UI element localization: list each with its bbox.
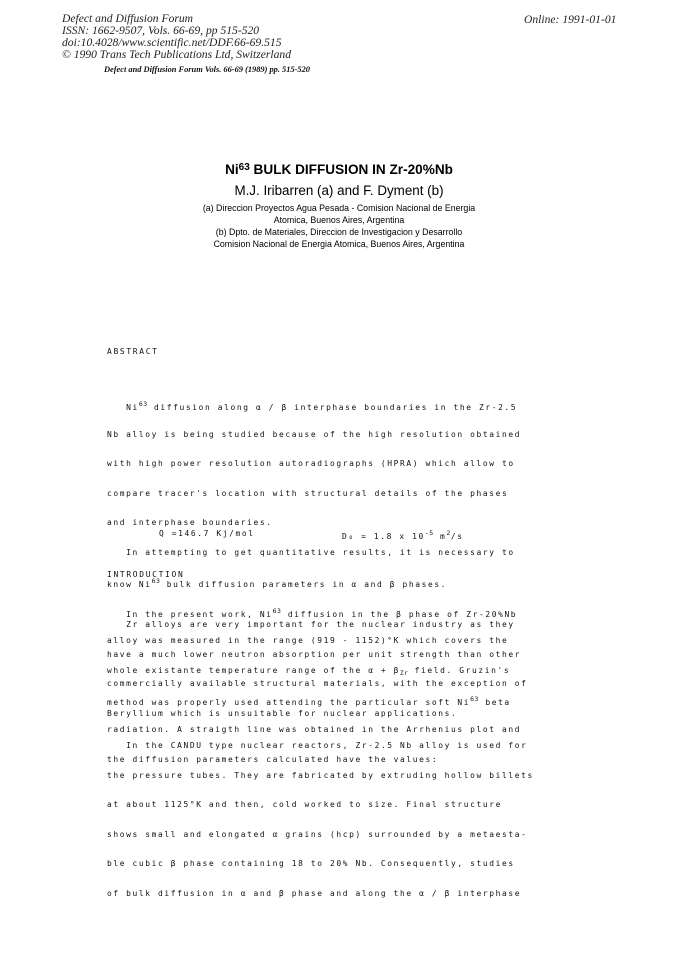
abstract-line: Nb alloy is being studied because of the high resolution obtained [107, 429, 522, 439]
copyright-line: © 1990 Trans Tech Publications Ltd, Switzerland [62, 48, 292, 61]
intro-line: shows small and elongated α grains (hcp) surrounded by a metaesta- [107, 829, 528, 839]
intro-line: commercially available structural materials, with the exception of [107, 679, 528, 689]
affiliation-line: (a) Direccion Proyectos Agua Pesada - Comision Nacional de Energia [202, 203, 476, 213]
paper-title [0, 162, 678, 177]
abstract-line: alloy was measured in the range (919 - 1152)°K which covers the [107, 636, 509, 646]
online-date: Online: 1991-01-01 [524, 13, 617, 26]
issn-line: ISSN: 1662-9507, Vols. 66-69, pp 515-520 [62, 24, 260, 37]
abstract-line: radiation. A straigth line was obtained in the Arrhenius plot and [107, 725, 522, 735]
introduction-body [107, 601, 534, 908]
abstract-line: Ni$^{63}$ diffusion along α / β interphase boundaries in the Zr-2.5 [107, 400, 518, 412]
intro-line: In the CANDU type nuclear reactors, Zr-2.5 Nb alloy is used for [107, 741, 528, 751]
citation-metadata [62, 13, 291, 61]
intro-line: of bulk diffusion in α and β phase and along the α / β interphase [107, 888, 522, 898]
intro-line: Zr alloys are very important for the nuclear industry as they [107, 620, 515, 629]
affiliation-line: Comision Nacional de Energia Atomica, Buenos Aires, Argentina [213, 239, 465, 249]
title-superscript: 63 [238, 162, 250, 173]
affiliation-line: Atomica, Buenos Aires, Argentina [273, 215, 405, 225]
abstract-heading: ABSTRACT [107, 347, 159, 356]
journal-name: Defect and Diffusion Forum [62, 12, 194, 25]
abstract-line: know Ni$^{63}$ bulk diffusion parameters in α and β phases. [107, 577, 448, 590]
abstract-line: method was properly used attending the particular soft Ni$^{63}$ beta [107, 695, 511, 708]
introduction-heading: INTRODUCTION [107, 570, 185, 579]
intro-line: Beryllium which is unsuitable for nuclear applications. [107, 708, 458, 718]
abstract-line: In the present work, Ni$^{63}$ diffusion in the β phase of Zr-20%Nb [107, 606, 518, 619]
intro-line: have a much lower neutron absorption per unit strength than other [107, 649, 522, 659]
prefactor-value: D₀ = 1.8 x $10^{-5}$ $m^2/s$ [342, 529, 464, 541]
paper-authors: M.J. Iribarren (a) and F. Dyment (b) [234, 183, 444, 198]
abstract-line: and interphase boundaries. [107, 518, 273, 528]
abstract-line: compare tracer's location with structural details of the phases [107, 488, 509, 498]
intro-line: the pressure tubes. They are fabricated by extruding hollow billets [107, 770, 534, 780]
journal-reference: Defect and Diffusion Forum Vols. 66-69 (1989) pp. 515-520 [104, 65, 310, 74]
doi-line[interactable]: doi:10.4028/www.scientific.net/DDF.66-69.515 [62, 36, 282, 49]
abstract-line: the diffusion parameters calculated have the values: [107, 754, 439, 764]
abstract-line: with high power resolution autoradiographs (HPRA) which allow to [107, 459, 515, 469]
abstract-line: In attempting to get quantitative results, it is necessary to [107, 547, 515, 557]
activation-energy-value: Q =146.7 Kj/mol [159, 529, 255, 538]
intro-line: ble cubic β phase containing 18 to 20% Nb. Consequently, studies [107, 859, 515, 869]
intro-line: at about 1125°K and then, cold worked to size. Final structure [107, 800, 502, 810]
title-prefix: Ni [225, 162, 239, 177]
affiliation-line: (b) Dpto. de Materiales, Direccion de Investigacion y Desarrollo [215, 227, 463, 237]
abstract-line: whole existante temperature range of the $\alpha + \beta_{Zr}$ field. Gruzin's [107, 665, 511, 677]
affiliations [0, 202, 678, 250]
title-rest: BULK DIFFUSION IN Zr-20%Nb [249, 162, 453, 177]
